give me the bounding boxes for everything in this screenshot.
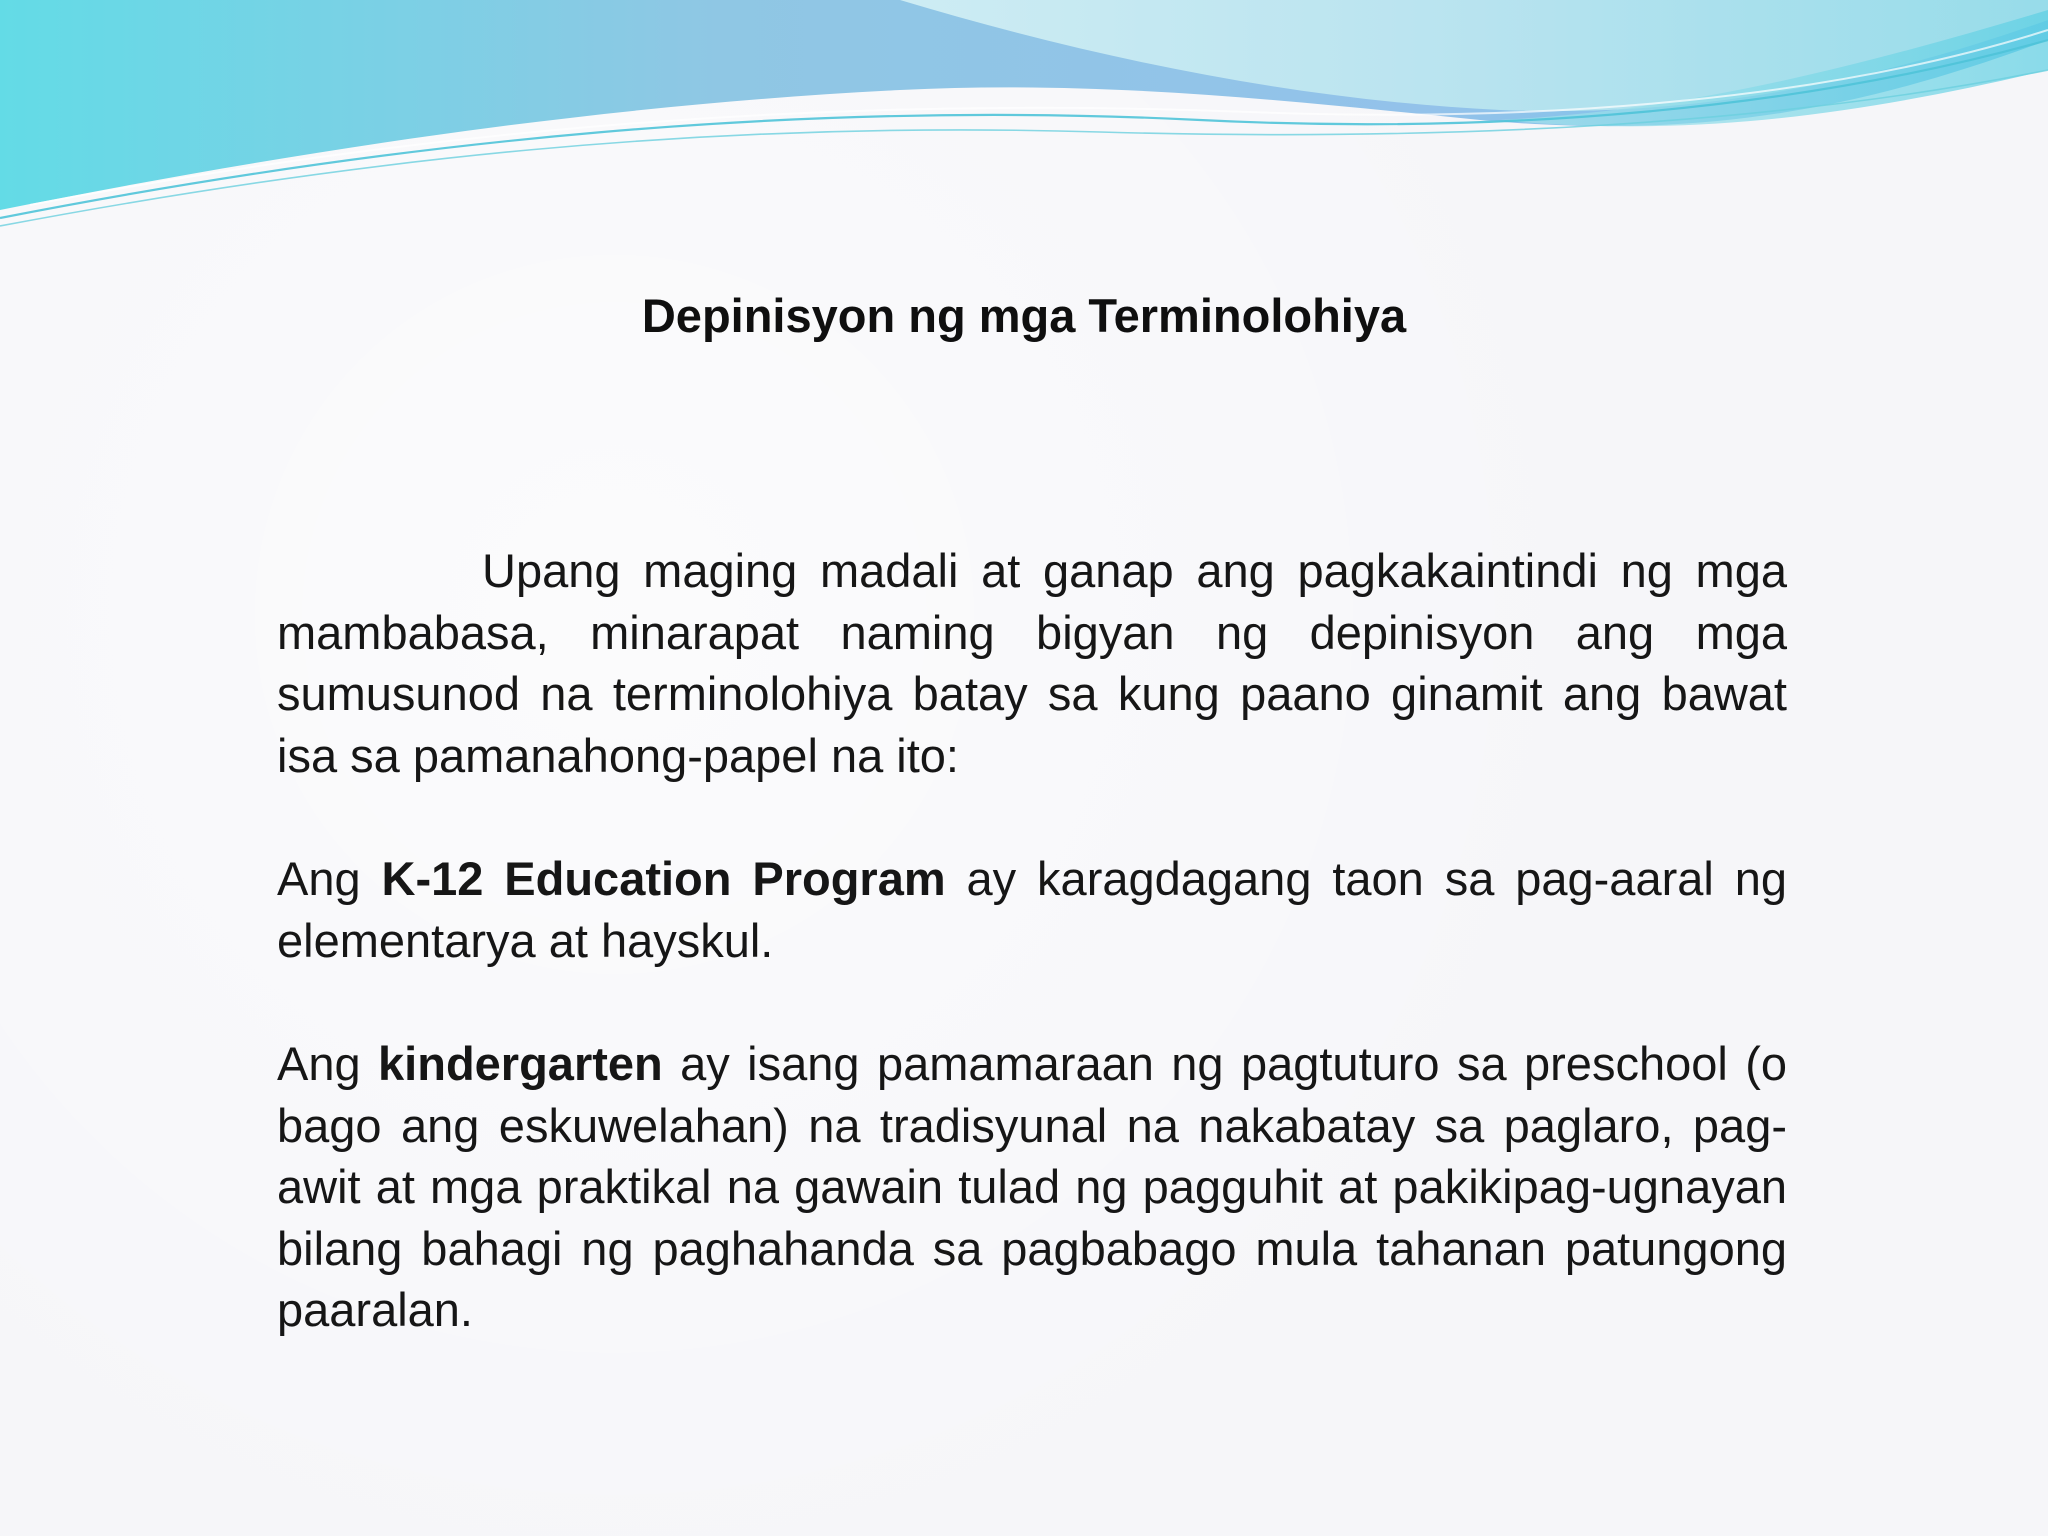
intro-paragraph: Upang maging madali at ganap ang pagkakaintindi ng mga mambabasa, minarapat naming bigyan ng depinisyon ang mga sumusunod na terminolohiya batay sa kung paano ginamit ang bawat isa sa pamanahong-papel na ito: — [277, 544, 1787, 782]
definition-k12 — [277, 848, 1787, 971]
definition-term: kindergarten — [378, 1037, 663, 1090]
definition-kindergarten — [277, 1033, 1787, 1341]
definition-prefix: Ang — [277, 852, 361, 905]
definition-text: ay karagdagang taon sa pag-aaral ng elementarya at hayskul. — [277, 852, 1787, 967]
definition-term: K-12 Education Program — [381, 852, 946, 905]
decorative-wave-header — [0, 0, 2048, 240]
slide-title: Depinisyon ng mga Terminolohiya — [641, 289, 1407, 342]
definition-text: ay isang pamamaraan ng pagtuturo sa preschool (o bago ang eskuwelahan) na tradisyunal na nakabatay sa paglaro, pag-awit at mga praktikal na gawain tulad ng pagguhit at pakikipag-ugnayan bilang bahagi ng paghahanda sa pagbabago mula tahanan patungong paaralan. — [277, 1037, 1787, 1336]
definition-prefix: Ang — [277, 1037, 361, 1090]
